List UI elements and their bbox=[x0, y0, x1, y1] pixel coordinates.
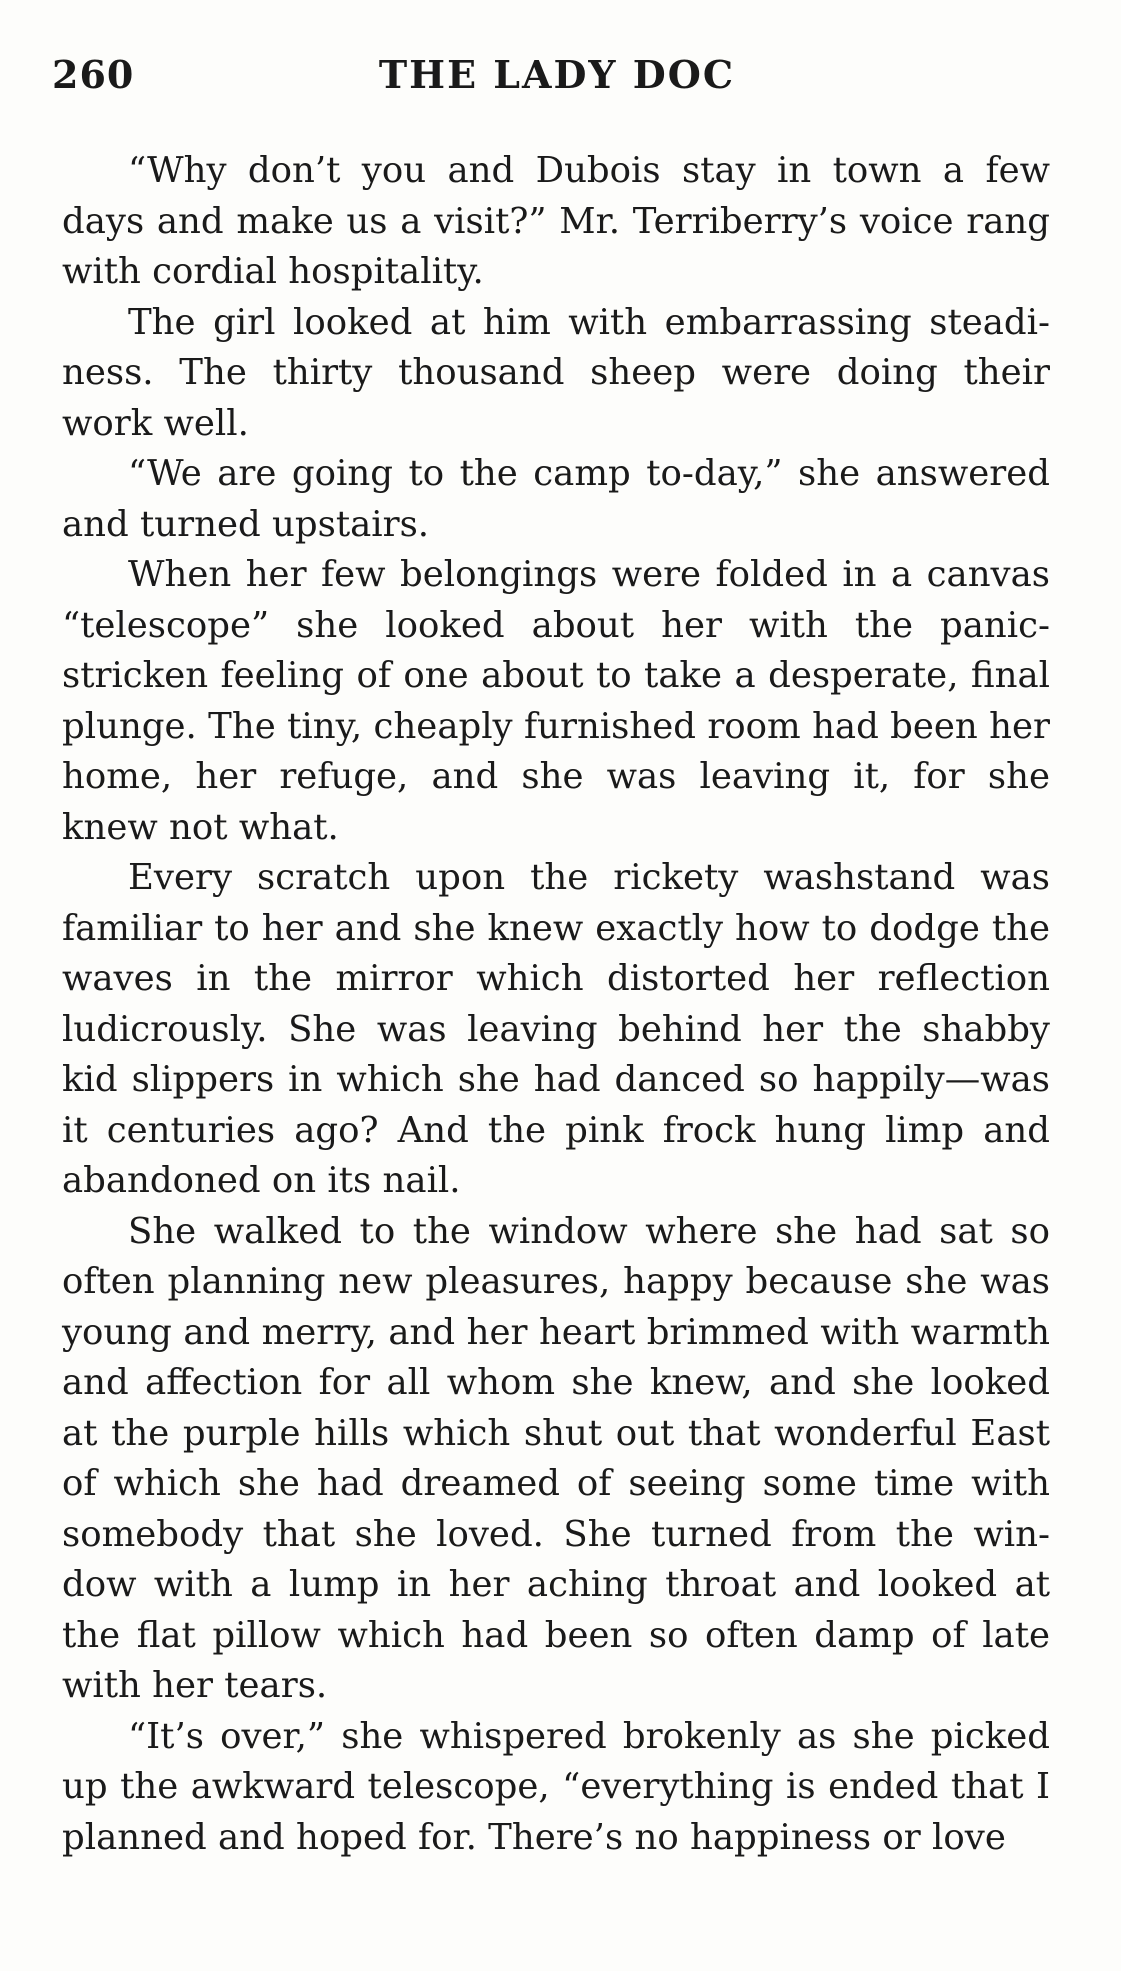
paragraph: She walked to the window where she had sat so often planning new pleasures, happy because she was young and merry, and her heart brimmed with warmth and affection for all whom she knew, and she looked at the purple hills which shut out that wonderful East of which she had dreamed of seeing some time with somebody that she loved. She turned from the win-dow with a lump in her aching throat and looked at the flat pillow which had been so often damp of late with her tears. bbox=[62, 1210, 1050, 1706]
running-head bbox=[52, 52, 1062, 102]
body-text bbox=[62, 146, 1050, 1863]
paragraph: “We are going to the camp to-day,” she answered and turned upstairs. bbox=[62, 453, 1050, 545]
paragraph: The girl looked at him with embarrassing steadi-ness. The thirty thousand sheep were doing their work well. bbox=[62, 301, 1050, 444]
paragraph: “It’s over,” she whispered brokenly as she picked up the awkward telescope, “everything is ended that I planned and hoped for. There’s no happiness or love bbox=[62, 1715, 1050, 1858]
paragraph: Every scratch upon the rickety washstand was familiar to her and she knew exactly how to dodge the waves in the mirror which distorted her reflection ludicrously. She was leaving behind her the shabby kid slippers in which she had danced so happily—was it centuries ago? And the pink frock hung limp and abandoned on its nail. bbox=[62, 857, 1050, 1201]
paragraph: When her few belongings were folded in a canvas “telescope” she looked about her with the panic-stricken feeling of one about to take a desperate, final plunge. The tiny, cheaply furnished room had been her home, her refuge, and she was leaving it, for she knew not what. bbox=[62, 554, 1050, 848]
book-title: THE LADY DOC bbox=[378, 52, 736, 97]
page-number: 260 bbox=[52, 52, 135, 97]
paragraph: “Why don’t you and Dubois stay in town a few days and make us a visit?” Mr. Terriberry’s voice rang with cordial hospitality. bbox=[62, 150, 1050, 292]
